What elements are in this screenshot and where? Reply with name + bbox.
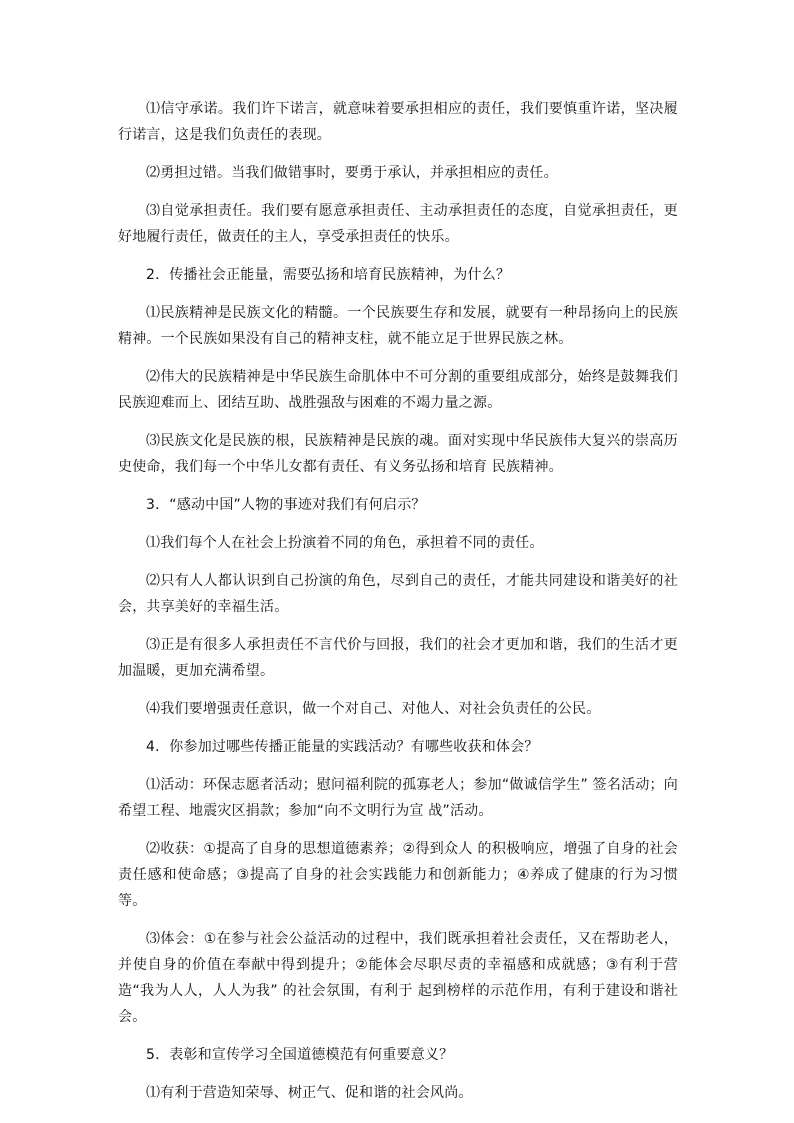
- question-heading: 2．传播社会正能量，需要弘扬和培育民族精神，为什么？: [146, 267, 511, 283]
- answer-paragraph: ⑶民族文化是民族的根，民族精神是民族的魂。面对实现中华民族伟大复兴的崇高历史使命，我们每一个中华儿女都有责任、有义务弘扬和培育 民族精神。: [118, 433, 678, 475]
- answer-paragraph: ⑵只有人人都认识到自己扮演的角色，尽到自己的责任，才能共同建设和谐美好的社会，共享美好的幸福生活。: [118, 573, 678, 615]
- answer-paragraph: ⑶体会：①在参与社会公益活动的过程中，我们既承担着社会责任，又在帮助老人，并使自身的价值在奉献中得到提升；②能体会尽职尽责的幸福感和成就感；③有利于营造“我为人人，人人为我” 的社会氛围，有利于 起到榜样的示范作用，有利于建设和谐社会。: [118, 931, 678, 1025]
- answer-paragraph: ⑴活动：环保志愿者活动；慰问福利院的孤寡老人；参加“做诚信学生” 签名活动；向希望工程、地震灾区捐款；参加“向不文明行为宣 战”活动。: [118, 777, 678, 819]
- question-heading: 5．表彰和宣传学习全国道德模范有何重要意义？: [146, 1047, 454, 1063]
- answer-paragraph: ⑵收获：①提高了自身的思想道德素养；②得到众人 的积极响应，增强了自身的社会责任感和使命感；③提高了自身的社会实践能力和创新能力；④养成了健康的行为习惯等。: [118, 841, 678, 909]
- question-heading: 4．你参加过哪些传播正能量的实践活动？有哪些收获和体会？: [146, 739, 539, 755]
- answer-paragraph: ⑵伟大的民族精神是中华民族生命肌体中不可分割的重要组成部分，始终是鼓舞我们民族迎难而上、团结互助、战胜强敌与困难的不竭力量之源。: [118, 369, 678, 411]
- answer-paragraph: ⑶正是有很多人承担责任不言代价与回报，我们的社会才更加和谐，我们的生活才更加温暖，更加充满希望。: [118, 637, 678, 679]
- answer-paragraph: ⑴我们每个人在社会上扮演着不同的角色，承担着不同的责任。: [146, 535, 544, 551]
- document-body: [118, 96, 678, 1118]
- answer-paragraph: ⑴有利于营造知荣辱、树正气、促和谐的社会风尚。: [146, 1085, 473, 1101]
- answer-paragraph: ⑷我们要增强责任意识，做一个对自己、对他人、对社会负责任的公民。: [146, 701, 601, 717]
- question-heading: 3．“感动中国”人物的事迹对我们有何启示？: [146, 497, 426, 513]
- answer-paragraph: ⑶自觉承担责任。我们要有愿意承担责任、主动承担责任的态度，自觉承担责任，更好地履行责任，做责任的主人，享受承担责任的快乐。: [118, 203, 678, 245]
- answer-paragraph: ⑴民族精神是民族文化的精髓。一个民族要生存和发展，就要有一种昂扬向上的民族精神。一个民族如果没有自己的精神支柱，就不能立足于世界民族之林。: [118, 305, 678, 347]
- answer-paragraph: ⑵勇担过错。当我们做错事时，要勇于承认，并承担相应的责任。: [146, 165, 558, 181]
- answer-paragraph: ⑴信守承诺。我们许下诺言，就意味着要承担相应的责任，我们要慎重许诺，坚决履行诺言，这是我们负责任的表现。: [118, 101, 678, 143]
